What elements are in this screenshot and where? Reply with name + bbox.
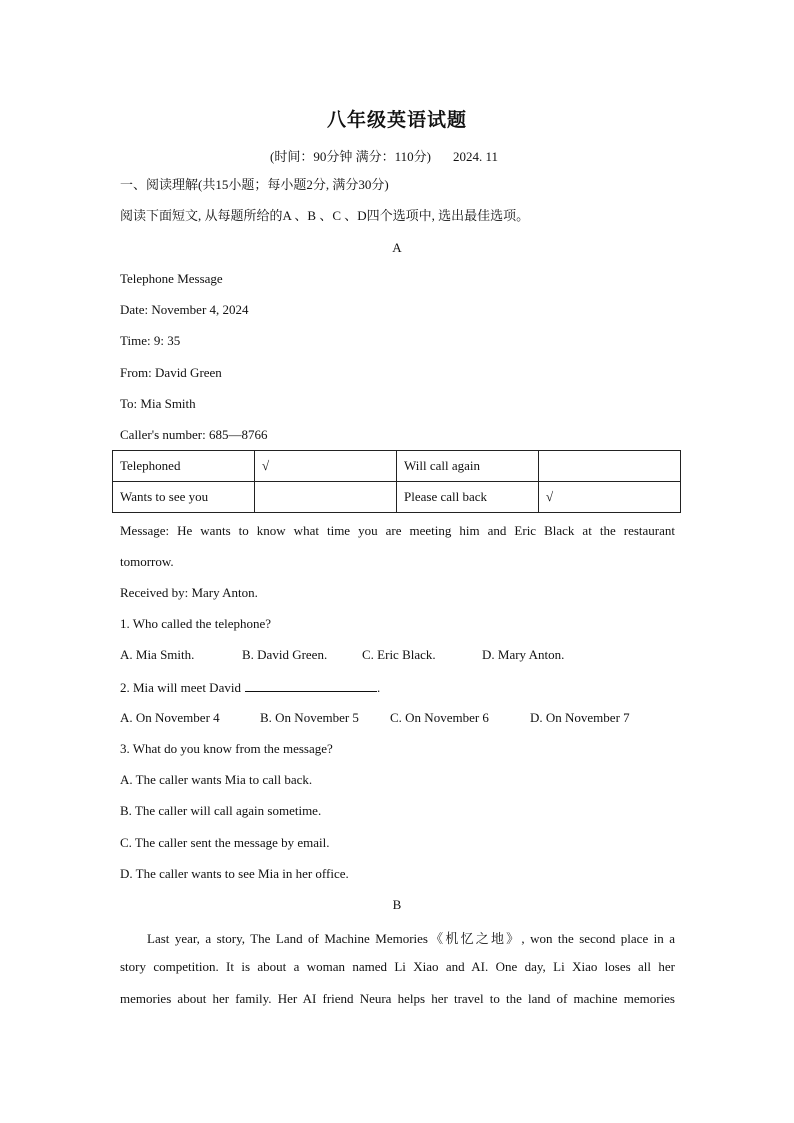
option-a: A. The caller wants Mia to call back. [120,772,313,787]
option-c: C. On November 6 [390,710,489,725]
option-d: D. Mary Anton. [482,647,565,662]
option-a: A. Mia Smith. [120,647,195,662]
message-from: From: David Green [120,365,222,380]
passage-b-line: story competition. It is about a woman named Li Xiao and AI. One day, Li Xiao loses all her [120,959,675,974]
exam-date: 2024. 11 [452,149,498,164]
page-title: 八年级英语试题 [326,109,467,131]
answer-blank [245,679,377,692]
passage-a-label: A [392,240,402,255]
table-row [113,451,681,482]
passage-b-label: B [392,897,402,912]
message-time: Time: 9: 35 [120,333,181,348]
caller-number: Caller's number: 685—8766 [120,427,268,442]
message-title: Telephone Message [120,271,223,286]
passage-b-line: memories about her family. Her AI friend Neura helps her travel to the land of machine memories [120,991,675,1006]
message-body-line2: tomorrow. [120,554,174,569]
table-cell: Will call again [397,451,539,482]
table-cell: Telephoned [113,451,255,482]
table-cell [539,451,681,482]
message-body-line1: Message: He wants to know what time you are meeting him and Eric Black at the restaurant [120,523,675,538]
question-2-end: . [376,680,381,695]
option-a: A. On November 4 [120,710,220,725]
question-3-stem: 3. What do you know from the message? [120,741,333,756]
table-row [113,482,681,513]
question-1-stem: 1. Who called the telephone? [120,616,272,631]
option-d: D. On November 7 [530,710,630,725]
table-cell: Please call back [397,482,539,513]
question-2-stem [120,679,380,696]
message-date: Date: November 4, 2024 [120,302,249,317]
option-d: D. The caller wants to see Mia in her office. [120,866,349,881]
section-instruction: 阅读下面短文, 从每题所给的A 、B 、C 、D四个选项中, 选出最佳选项。 [120,208,530,223]
table-cell: √ [539,482,681,513]
table-cell [255,482,397,513]
option-b: B. David Green. [242,647,328,662]
table-cell: √ [255,451,397,482]
option-b: B. The caller will call again sometime. [120,803,322,818]
question-2-text: 2. Mia will meet David [120,680,241,695]
option-c: C. Eric Black. [362,647,436,662]
section-heading: 一、阅读理解(共15小题；每小题2分, 满分30分) [120,177,389,192]
message-to: To: Mia Smith [120,396,196,411]
passage-b-line: Last year, a story, The Land of Machine Memories《机忆之地》, won the second place in a [147,931,675,946]
option-b: B. On November 5 [260,710,359,725]
option-c: C. The caller sent the message by email. [120,835,330,850]
exam-info [270,146,498,165]
message-table [112,450,681,513]
time-and-score: (时间：90分钟 满分：110分) [270,149,431,164]
received-by: Received by: Mary Anton. [120,585,258,600]
table-cell: Wants to see you [113,482,255,513]
